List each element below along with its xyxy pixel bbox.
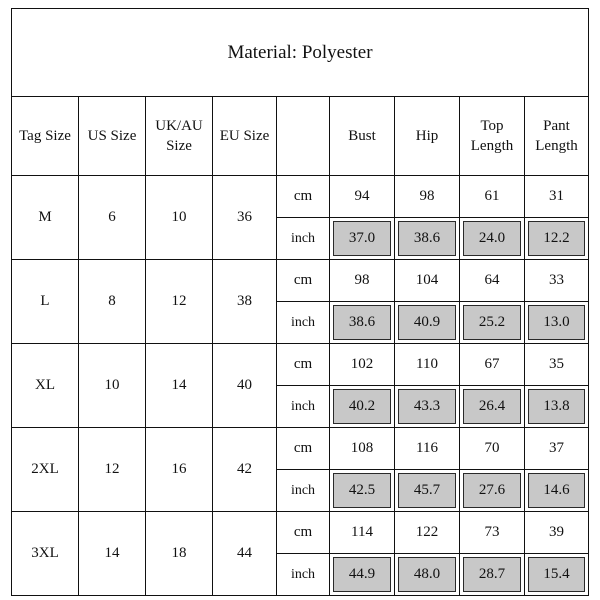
header-pant-length — [525, 97, 589, 176]
bust-cm-value: 102 — [330, 344, 395, 386]
pant-length-inch-cell — [525, 470, 589, 512]
header-uk-au-size — [146, 97, 213, 176]
top-length-inch-value: 27.6 — [463, 473, 521, 508]
uk-au-size-cell: 12 — [146, 260, 213, 344]
header-pant-length-line1: Pant — [543, 118, 570, 134]
top-length-inch-value: 28.7 — [463, 557, 521, 592]
header-bust: Bust — [330, 97, 395, 176]
top-length-inch-value: 26.4 — [463, 389, 521, 424]
header-top-length-line2: Length — [470, 138, 514, 154]
unit-cm-label: cm — [277, 260, 330, 302]
unit-inch-label: inch — [277, 554, 330, 596]
bust-cm-value: 94 — [330, 176, 395, 218]
hip-inch-value: 48.0 — [398, 557, 456, 592]
unit-cm-label: cm — [277, 344, 330, 386]
uk-au-size-cell: 14 — [146, 344, 213, 428]
bust-cm-value: 108 — [330, 428, 395, 470]
size-row-cm — [12, 428, 589, 470]
size-row-cm — [12, 176, 589, 218]
hip-inch-cell — [395, 554, 460, 596]
hip-cm-value: 110 — [395, 344, 460, 386]
header-eu-size: EU Size — [213, 97, 277, 176]
pant-length-cm-value: 33 — [525, 260, 589, 302]
uk-au-size-cell: 16 — [146, 428, 213, 512]
pant-length-inch-value: 15.4 — [528, 557, 585, 592]
unit-cm-label: cm — [277, 512, 330, 554]
uk-au-size-cell: 18 — [146, 512, 213, 596]
header-us-size: US Size — [79, 97, 146, 176]
hip-inch-value: 45.7 — [398, 473, 456, 508]
top-length-inch-value: 25.2 — [463, 305, 521, 340]
header-uk-au-line1: UK/AU — [155, 118, 203, 134]
us-size-cell: 12 — [79, 428, 146, 512]
top-length-inch-cell — [460, 386, 525, 428]
bust-inch-value: 37.0 — [333, 221, 391, 256]
top-length-inch-value: 24.0 — [463, 221, 521, 256]
top-length-cm-value: 61 — [460, 176, 525, 218]
top-length-cm-value: 67 — [460, 344, 525, 386]
hip-inch-value: 43.3 — [398, 389, 456, 424]
size-rows — [12, 176, 589, 596]
bust-inch-cell — [330, 554, 395, 596]
hip-inch-cell — [395, 218, 460, 260]
top-length-inch-cell — [460, 302, 525, 344]
eu-size-cell: 38 — [213, 260, 277, 344]
pant-length-cm-value: 39 — [525, 512, 589, 554]
top-length-inch-cell — [460, 554, 525, 596]
hip-inch-value: 40.9 — [398, 305, 456, 340]
uk-au-size-cell: 10 — [146, 176, 213, 260]
size-row-cm — [12, 512, 589, 554]
tag-size-cell: L — [12, 260, 79, 344]
pant-length-inch-cell — [525, 302, 589, 344]
header-top-length-line1: Top — [480, 118, 504, 134]
header-row — [12, 97, 589, 176]
bust-inch-value: 38.6 — [333, 305, 391, 340]
hip-cm-value: 116 — [395, 428, 460, 470]
hip-cm-value: 98 — [395, 176, 460, 218]
header-pant-length-line2: Length — [535, 138, 578, 154]
unit-inch-label: inch — [277, 470, 330, 512]
us-size-cell: 10 — [79, 344, 146, 428]
header-unit — [277, 97, 330, 176]
material-title: Material: Polyester — [12, 9, 589, 97]
pant-length-inch-value: 13.8 — [528, 389, 585, 424]
tag-size-cell: XL — [12, 344, 79, 428]
pant-length-cm-value: 37 — [525, 428, 589, 470]
tag-size-cell: 3XL — [12, 512, 79, 596]
unit-inch-label: inch — [277, 218, 330, 260]
top-length-cm-value: 70 — [460, 428, 525, 470]
top-length-cm-value: 73 — [460, 512, 525, 554]
pant-length-inch-value: 12.2 — [528, 221, 585, 256]
hip-inch-cell — [395, 386, 460, 428]
us-size-cell: 8 — [79, 260, 146, 344]
top-length-inch-cell — [460, 218, 525, 260]
unit-cm-label: cm — [277, 428, 330, 470]
bust-cm-value: 114 — [330, 512, 395, 554]
eu-size-cell: 44 — [213, 512, 277, 596]
hip-inch-cell — [395, 302, 460, 344]
bust-inch-cell — [330, 470, 395, 512]
tag-size-cell: 2XL — [12, 428, 79, 512]
eu-size-cell: 36 — [213, 176, 277, 260]
top-length-cm-value: 64 — [460, 260, 525, 302]
hip-inch-value: 38.6 — [398, 221, 456, 256]
bust-inch-value: 42.5 — [333, 473, 391, 508]
hip-cm-value: 122 — [395, 512, 460, 554]
us-size-cell: 6 — [79, 176, 146, 260]
unit-inch-label: inch — [277, 302, 330, 344]
size-row-cm — [12, 344, 589, 386]
size-row-cm — [12, 260, 589, 302]
eu-size-cell: 40 — [213, 344, 277, 428]
header-tag-size: Tag Size — [12, 97, 79, 176]
pant-length-inch-value: 13.0 — [528, 305, 585, 340]
bust-inch-cell — [330, 302, 395, 344]
bust-cm-value: 98 — [330, 260, 395, 302]
pant-length-inch-value: 14.6 — [528, 473, 585, 508]
top-length-inch-cell — [460, 470, 525, 512]
bust-inch-value: 40.2 — [333, 389, 391, 424]
pant-length-inch-cell — [525, 386, 589, 428]
pant-length-inch-cell — [525, 554, 589, 596]
pant-length-cm-value: 35 — [525, 344, 589, 386]
header-top-length — [460, 97, 525, 176]
pant-length-cm-value: 31 — [525, 176, 589, 218]
size-chart-table — [11, 8, 589, 596]
bust-inch-cell — [330, 386, 395, 428]
header-uk-au-line2: Size — [166, 138, 192, 154]
us-size-cell: 14 — [79, 512, 146, 596]
pant-length-inch-cell — [525, 218, 589, 260]
hip-cm-value: 104 — [395, 260, 460, 302]
eu-size-cell: 42 — [213, 428, 277, 512]
bust-inch-value: 44.9 — [333, 557, 391, 592]
unit-cm-label: cm — [277, 176, 330, 218]
bust-inch-cell — [330, 218, 395, 260]
hip-inch-cell — [395, 470, 460, 512]
unit-inch-label: inch — [277, 386, 330, 428]
tag-size-cell: M — [12, 176, 79, 260]
header-hip: Hip — [395, 97, 460, 176]
